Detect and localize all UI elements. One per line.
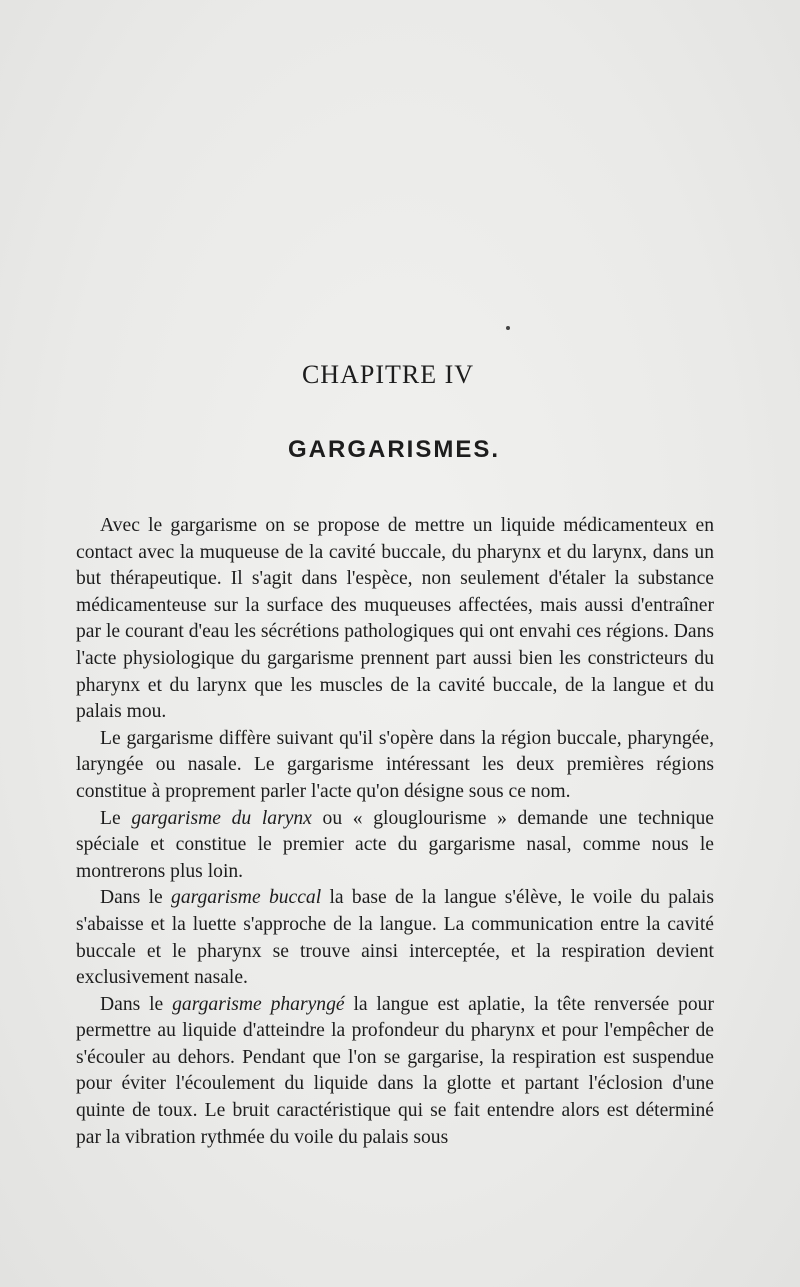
text-run: Le <box>100 807 132 829</box>
text-run: la langue est aplatie, la tête renversée pour permettre au liquide d'atteindre la profondeur du pharynx et pour l'empêcher de s'écouler au dehors. Pendant que l'on se gargarise, la respiration est suspendue pour éviter l'écoulement du liquide dans la glotte et partant l'éclosion d'une quinte de toux. Le bruit caractéristique qui se fait entendre alors est déterminé par la vibration rythmée du voile du palais sous <box>76 993 714 1148</box>
chapter-number: CHAPITRE IV <box>301 360 475 389</box>
italic-term: gargarisme du larynx <box>131 807 312 829</box>
paragraph <box>76 513 714 726</box>
paragraph <box>76 806 714 886</box>
paragraph <box>76 992 714 1152</box>
text-run: Dans le <box>100 887 172 909</box>
paragraph <box>76 726 714 806</box>
text-run: Le gargarisme diffère suivant qu'il s'opère dans la région buccale, pharyngée, laryngée ou nasale. Le gargarisme intéressant les deux premières régions constitue à proprement parler l'acte qu'on désigne sous ce nom. <box>76 727 714 802</box>
paragraph <box>76 885 714 991</box>
italic-term: gargarisme pharyngé <box>172 993 345 1015</box>
body-text <box>76 513 714 1151</box>
text-run: Dans le <box>100 993 173 1015</box>
italic-term: gargarisme buccal <box>171 887 322 909</box>
chapter-title: GARGARISMES. <box>287 436 500 463</box>
ink-speck <box>506 326 510 330</box>
text-run: ou « glouglourisme » demande une technique spéciale et constitue le premier acte du gargarisme nasal, comme nous le montrerons plus loin. <box>76 807 714 882</box>
text-run: la base de la langue s'élève, le voile du palais s'abaisse et la luette s'approche de la langue. La communication entre la cavité buccale et le pharynx se trouve ainsi interceptée, et la respiration devient exclusivement nasale. <box>76 887 714 989</box>
text-run: Avec le gargarisme on se propose de mettre un liquide médicamenteux en contact avec la muqueuse de la cavité buccale, du pharynx et du larynx, dans un but thérapeutique. Il s'agit dans l'espèce, non seulement d'étaler la substance médicamenteuse sur la surface des muqueuses affectées, mais aussi d'entraîner par le courant d'eau les sécrétions pathologiques qui ont envahi ces régions. Dans l'acte physiologique du gargarisme prennent part aussi bien les constricteurs du pharynx et du larynx que les muscles de la cavité buccale, de la langue et du palais mou. <box>76 515 714 723</box>
